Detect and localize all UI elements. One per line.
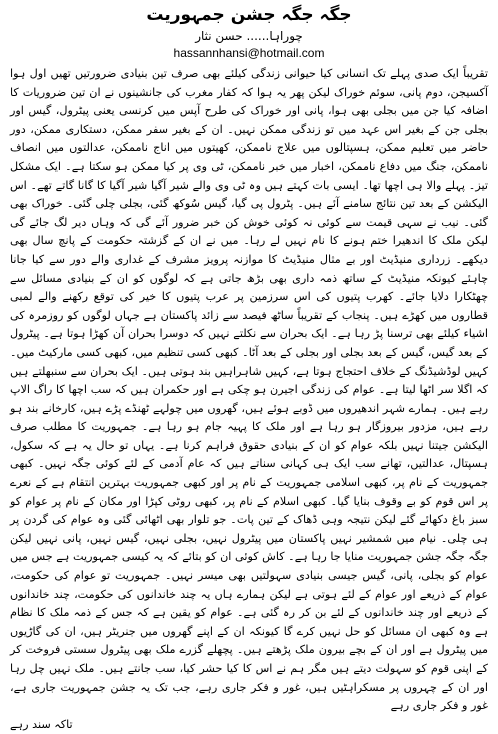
author-email: hassannhansi@hotmail.com [173,46,325,60]
column-byline: چوراہا...... حسن نثار [195,29,303,43]
column-body: تقریباً ایک صدی پہلے تک انسانی کیا حیوانی زندگی کیلئے بھی صرف تین بنیادی ضرورتیں تھیں اول ہوا آکسیجن، دوم پانی، سوئم خوراک لیکن پھر یہ ہوا کہ کفار مغرب کی جانشینوں نے ان تین ضروریات کا اضافہ کیا جن میں بجلی بھی ہوا، پانی اور خوراک کی طرح آپس میں کرنسی یعنی پیٹرول، گیس اور بجلی جن کے بغیر اس عہد میں تو زندگی ممکن نہیں۔ ان کے بغیر سفر ممکن، دستکاری ممکن، دور حاضر میں تعلیم ممکن، ہسپتالوں میں علاج ناممکن، کھیتوں میں اناج ناممکن، عدالتوں میں انصاف ناممکن، جنگ میں دفاع ناممکن، اخبار میں خبر ناممکن، ٹی وی پر کیا ممکن ہو سکتا ہے۔ ایک مشکل تیز۔ پہلے والا ہی اچھا تھا۔ ایسی بات کہتے ہیں وہ ٹی وی والے شیر آگیا شیر آگیا کا گانا گاتے تھے۔ اس الیکشن کے بعد تین نتائج سامنے آئے ہیں۔ پٹرول پی گیا، گیس سُوکھ گئی، بجلی چلی گئی۔ خوراک بھی گئی۔ نیب نے سہی قیمت سے کوئی نہ کوئی خوش کن خبر ضرور آئے گی کہ وہاں دیر لگ جائے گی لیکن ملک کا اندھیرا ختم ہونے کا نام نہیں لے رہا۔ میں نے ان کے گزشتہ حکومت کے پانچ سال بھی دیکھے۔ زرداری منیڈیٹ اور بے مثال منیڈیٹ کا موازنہ پرویز مشرف کے غداری والے دور سے کیا جانا چاہئے کیونکہ منیڈیٹ کے ساتھ ذمہ داری بھی بڑھ جاتی ہے کہ لوگوں کو ان کے بنیادی مسائل سے چھٹکارا دلایا جائے۔ کھرب پتیوں کی اس سرزمین پر عرب پتیوں کا خیر کی توقع رکھنے والے لمبی قطاروں میں کھڑے ہیں۔ پنجاب کے تقریباً ساٹھ فیصد سے زائد پاکستان ہے جہاں لوگوں کو روزمرہ کی اشیاء کیلئے بھی ترسنا پڑ رہا ہے۔ ایک بحران سے نکلتے نہیں کہ دوسرا بحران آن کھڑا ہوتا ہے۔ پیٹرول کے بعد گیس، گیس کے بعد بجلی اور بجلی کے بعد آٹا۔ کبھی کسی تنظیم میں، کبھی کسی مارکیٹ میں۔ کہیں لوڈشیڈنگ کے خلاف احتجاج ہوتا ہے، کہیں شاہراہیں بند ہوتی ہیں۔ ایک بحران سے سنبھلتے ہیں کہ اگلا سر اٹھا لیتا ہے۔ عوام کی زندگی اجیرن ہو چکی ہے اور حکمران ہیں کہ سب اچھا کا راگ الاپ رہے ہیں۔ ہمارے شہر اندھیروں میں ڈوبے ہوئے ہیں، گھروں میں چولہے ٹھنڈے پڑے ہیں، کارخانے بند ہو رہے ہیں، مزدور بیروزگار ہو رہا ہے اور ملک کا پہیہ جام ہو رہا ہے۔ جمہوریت کا مطلب صرف الیکشن جیتنا نہیں بلکہ عوام کو ان کے بنیادی حقوق فراہم کرنا ہے۔ یہاں تو حال یہ ہے کہ سکول، ہسپتال، عدالتیں، تھانے سب ایک ہی کہانی سناتے ہیں کہ عام آدمی کے لئے کوئی جگہ نہیں۔ کبھی جمہوریت کے نام پر، کبھی اسلامی جمہوریت کے نام پر اور کبھی جمہوریت بہترین انتقام ہے کے نعرے پر اس قوم کو بے وقوف بنایا گیا۔ کبھی اسلام کے نام پر، کبھی روٹی کپڑا اور مکان کے نام پر عوام کو سبز باغ دکھائے گئے لیکن نتیجہ وہی ڈھاک کے تین پات۔ جو تلوار بھی اٹھائی گئی وہ عوام کی گردن پر ہی چلی۔ نیام میں شمشیر نہیں پاکستان میں پیٹرول نہیں، بجلی نہیں، گیس نہیں، پانی نہیں لیکن جگہ جگہ جشن جمہوریت منایا جا رہا ہے۔ کاش کوئی ان کو بتائے کہ یہ کیسی جمہوریت ہے جس میں عوام کو بجلی، پانی، گیس جیسی بنیادی سہولتیں بھی میسر نہیں۔ جمہوریت تو عوام کی حکومت، عوام کے ذریعے اور عوام کے لئے ہوتی ہے لیکن ہمارے ہاں یہ چند خاندانوں کی حکومت، چند خاندانوں کے ذریعے اور چند خاندانوں کے لئے بن کر رہ گئی ہے۔ عوام کو یقین ہے کہ جس کے ذمہ ملک کا نظام ہے وہ کبھی ان مسائل کو حل نہیں کرے گا کیونکہ ان کے اپنے گھروں میں جنریٹر ہیں، ان کی گاڑیوں میں پیٹرول ہے اور ان کے بچے بیرون ملک پڑھتے ہیں۔ پچھلے گزرے ملک بھی پیٹرول سستی فروخت کر کے اپنی قوم کو سہولت دیتے ہیں مگر ہم نے اس کا کیا حشر کیا، سب جانتے ہیں۔ ملک نہیں چل رہا اور ان کے چہروں پر مسکراہٹیں ہیں، غور و فکر جاری رہے، جب تک یہ جشن جمہوریت جاری ہے، غور و فکر جاری رہے [10,67,488,713]
column-title: جگہ جگہ جشن جمہوریت [146,5,352,25]
column-closing: تاکہ سند رہے [10,717,73,731]
